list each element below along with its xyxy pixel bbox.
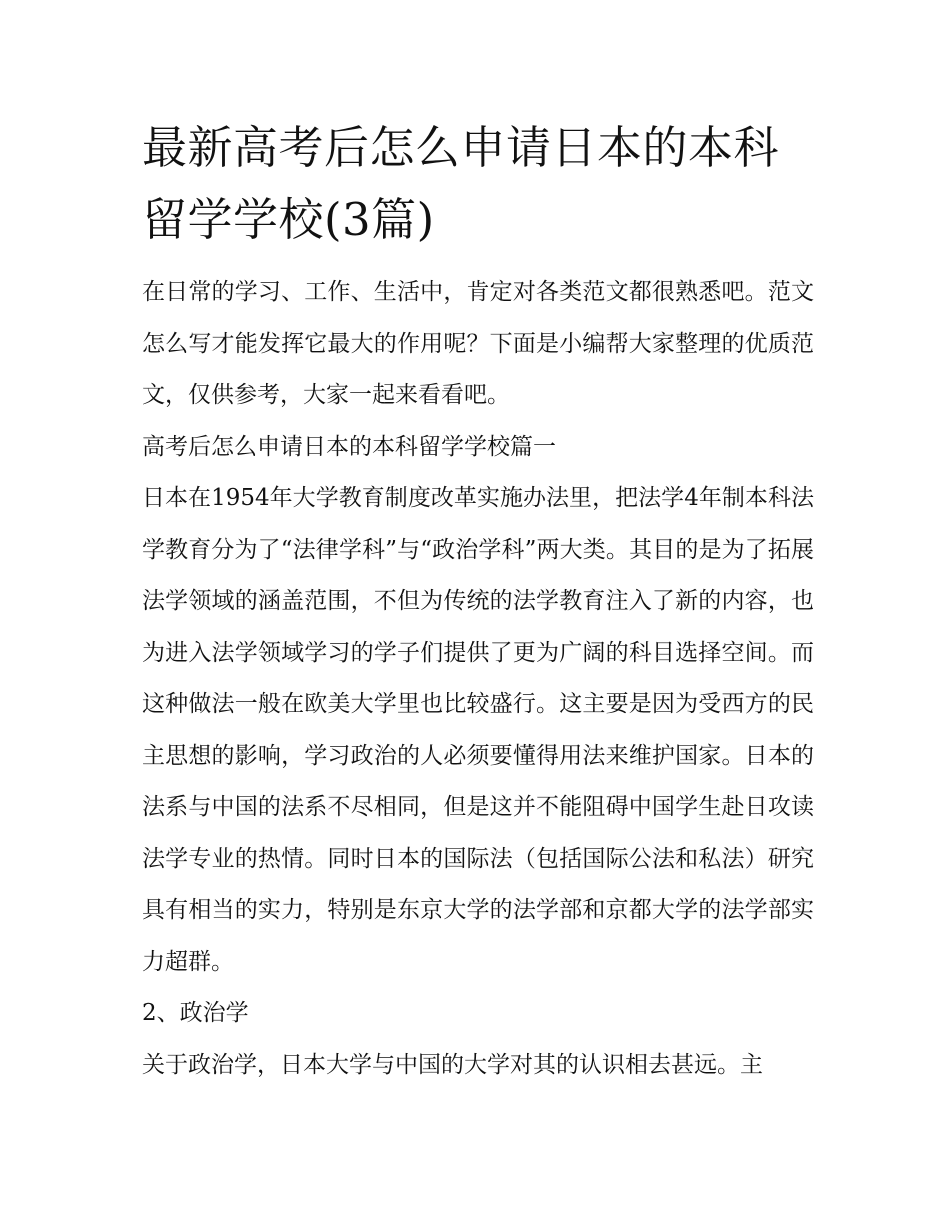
- body-paragraph-2: 关于政治学，日本大学与中国的大学对其的认识相去甚远。主: [142, 1051, 763, 1078]
- subheading-political-science: 2、政治学: [142, 1000, 249, 1026]
- section-heading: 高考后怎么申请日本的本科留学学校篇一: [142, 433, 556, 460]
- body-paragraph-1: 日本在1954年大学教育制度改革实施办法里，把法学4年制本科法学教育分为了“法律学科”与“政治学科”两大类。其目的是为了拓展法学领域的涵盖范围，不但为传统的法学教育注入了新的内容，也为进入法学领域学习的学子们提供了更为广阔的科目选择空间。而这种做法一般在欧美大学里也比较盛行。这主要是因为受西方的民主思想的影响，学习政治的人必须要懂得用法来维护国家。日本的法系与中国的法系不尽相同，但是这并不能阻碍中国学生赴日攻读法学专业的热情。同时日本的国际法（包括国际公法和私法）研究具有相当的实力，特别是东京大学的法学部和京都大学的法学部实力超群。: [142, 485, 814, 975]
- document-title: 最新高考后怎么申请日本的本科留学学校(3篇): [142, 121, 780, 246]
- document-page: [142, 112, 814, 1091]
- intro-paragraph: 在日常的学习、工作、生活中，肯定对各类范文都很熟悉吧。范文怎么写才能发挥它最大的作用呢？下面是小编帮大家整理的优质范文，仅供参考，大家一起来看看吧。: [142, 279, 814, 408]
